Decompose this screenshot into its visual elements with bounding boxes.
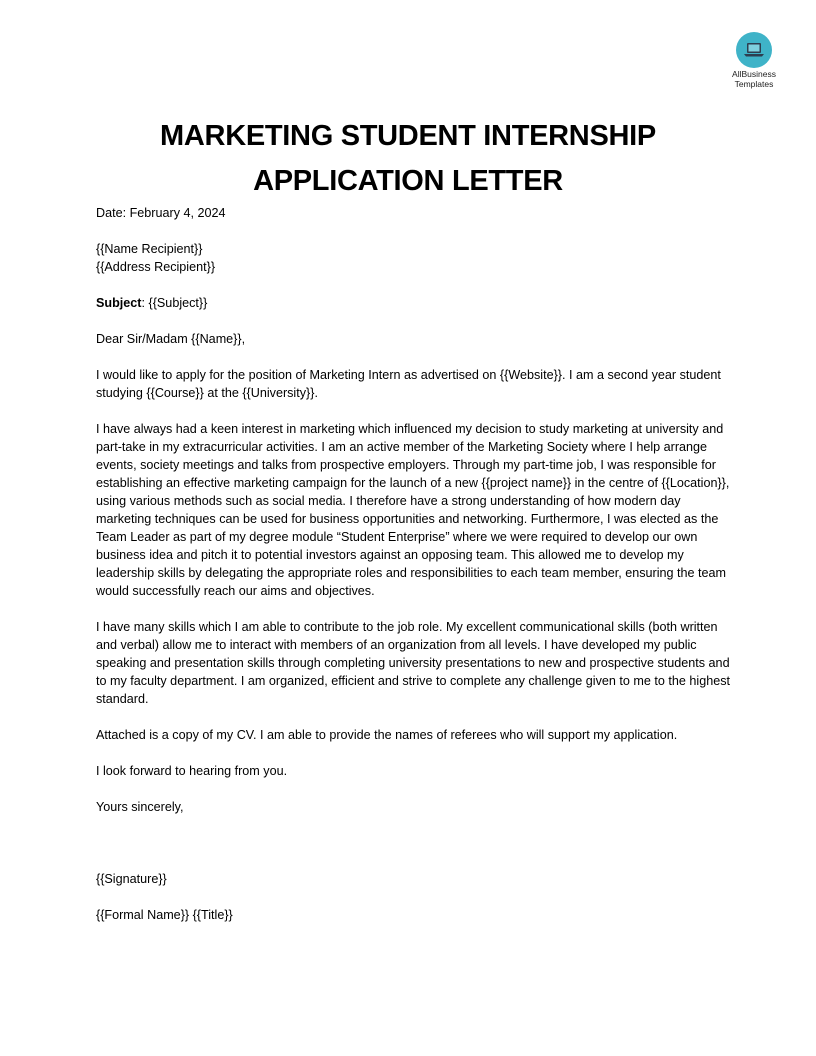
title-line2: APPLICATION LETTER <box>253 165 563 197</box>
subject-value: : {{Subject}} <box>141 296 208 310</box>
recipient-address: {{Address Recipient}} <box>96 260 216 274</box>
letter-body <box>96 204 732 924</box>
recipient-name: {{Name Recipient}} <box>96 242 203 256</box>
salutation: Dear Sir/Madam {{Name}}, <box>96 332 246 346</box>
document-title <box>0 114 816 204</box>
paragraph-intro: I would like to apply for the position of Marketing Intern as advertised on {{Website}}. I am a second year student studying {{Course}} at the {{University}}. <box>96 368 721 400</box>
logo-text-line1: AllBusiness <box>732 69 776 79</box>
title-line1: MARKETING STUDENT INTERNSHIP <box>160 120 656 152</box>
formal-name: {{Formal Name}} {{Title}} <box>96 908 233 922</box>
paragraph-skills: I have many skills which I am able to contribute to the job role. My excellent communicational skills (both written and verbal) allow me to interact with members of an organization from all levels. I have developed my public speaking and presentation skills through completing university presentations to new and prospective students and to my faculty department. I am organized, efficient and strive to complete any challenge given to me to the highest standard. <box>96 620 731 706</box>
closing: Yours sincerely, <box>96 800 184 814</box>
letter-date: Date: February 4, 2024 <box>96 206 226 220</box>
paragraph-closing-remark: I look forward to hearing from you. <box>96 764 288 778</box>
logo-text-line2: Templates <box>734 79 774 89</box>
laptop-icon <box>736 32 772 68</box>
allbusiness-templates-logo <box>723 32 785 89</box>
logo-text <box>723 69 785 89</box>
paragraph-experience: I have always had a keen interest in marketing which influenced my decision to study marketing at university and part-take in my extracurricular activities. I am an active member of the Marketing Society where I help arrange events, society meetings and talks from prospective employers. Through my part-time job, I was responsible for establishing an effective marketing campaign for the launch of a new {{project name}} in the centre of {{Location}}, using various methods such as social media. I therefore have a strong understanding of how modern day marketing techniques can be used for business opportunities and networking. Furthermore, I was elected as the Team Leader as part of my degree module “Student Enterprise” where we were required to develop our own business idea and pitch it to potential investors against an opposing team. This allowed me to develop my leadership skills by delegating the appropriate roles and responsibilities to each team member, ensuring the team would successfully reach our aims and objectives. <box>96 422 730 598</box>
subject-line <box>96 294 732 312</box>
subject-label: Subject <box>96 296 142 310</box>
signature-placeholder: {{Signature}} <box>96 872 167 886</box>
paragraph-cv: Attached is a copy of my CV. I am able to provide the names of referees who will support my application. <box>96 728 678 742</box>
